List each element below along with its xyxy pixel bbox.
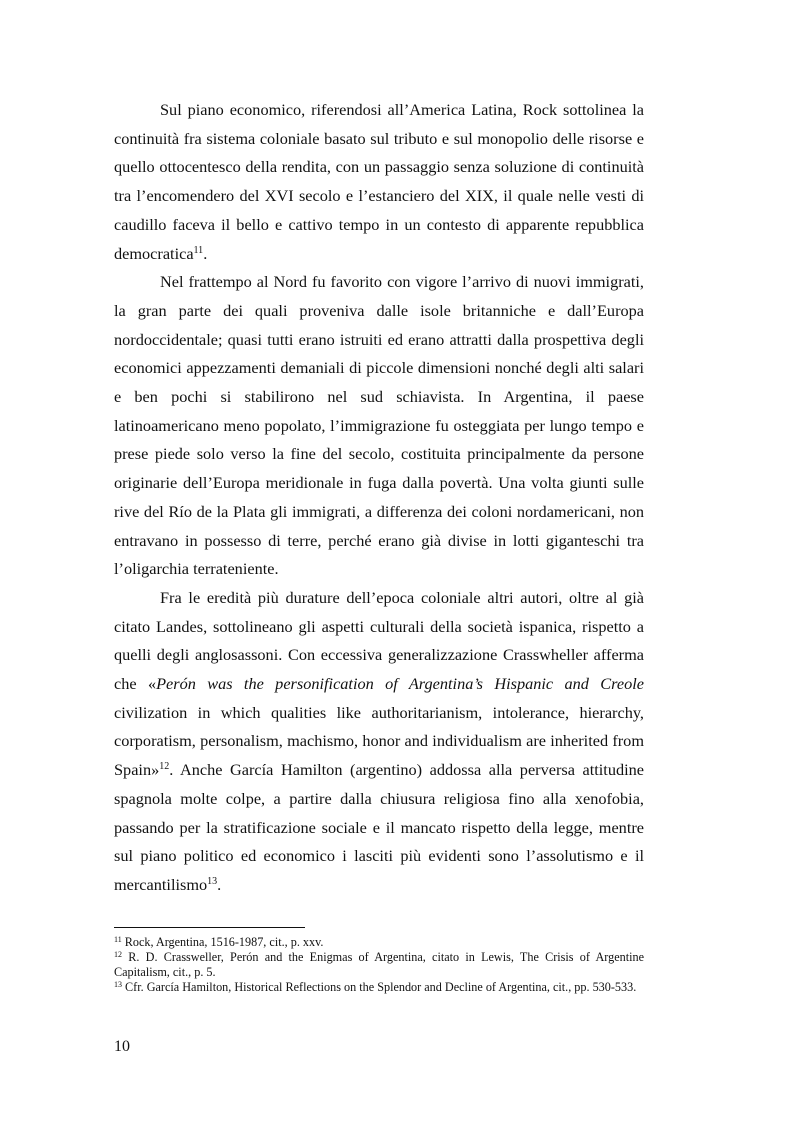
text-run: . — [217, 874, 222, 894]
paragraph-1 — [114, 96, 644, 268]
footnote-marker: 12 — [114, 950, 122, 959]
footnote-reference: 13 — [207, 875, 218, 887]
body-text — [114, 96, 644, 900]
quoted-text: Perón was the personification of Argentina’s Hispanic and Creole — [156, 674, 644, 694]
page-number: 10 — [114, 1038, 130, 1055]
paragraph-3 — [114, 584, 644, 900]
footnote-marker: 11 — [114, 935, 122, 944]
footnote-separator — [114, 927, 305, 928]
footnote-marker: 13 — [114, 980, 122, 989]
footnote-12 — [114, 950, 644, 980]
text-run: . — [203, 243, 208, 263]
footnote-text: R. D. Crassweller, Perón and the Enigmas of Argentina, citato in Lewis, The Crisis of Argentine Capitalism, cit., p. 5. — [114, 950, 644, 979]
footnote-reference: 12 — [159, 761, 170, 773]
text-run: Sul piano economico, riferendosi all’America Latina, Rock sottolinea la continuità fra sistema coloniale basato sul tributo e sul monopolio delle risorse e quello ottocentesco della rendita, con un passaggio senza soluzione di continuità tra l’encomendero del XVI secolo e l’estanciero del XIX, il quale nelle vesti di caudillo faceva il bello e cattivo tempo in un contesto di apparente repubblica democratica — [114, 100, 644, 263]
text-run: Fra le eredità più durature dell’epoca coloniale altri autori, oltre al già citato Landes, sottolineano gli aspetti culturali della società ispanica, rispetto a quelli degli anglosassoni. Con eccessiva generalizzazione Crasswheller afferma che « — [114, 587, 644, 694]
text-run: . Anche García Hamilton (argentino) addossa alla perversa attitudine spagnola molte colpe, a partire dalla chiusura religiosa fino alla xenofobia, passando per la stratificazione sociale e il mancato rispetto della legge, mentre sul piano politico ed economico i lasciti più evidenti sono l’assolutismo e il mercantilismo — [114, 760, 644, 894]
footnotes — [114, 935, 644, 995]
footnote-11 — [114, 935, 644, 950]
footnote-13 — [114, 980, 644, 995]
footnote-reference: 11 — [193, 244, 204, 256]
text-run: Nel frattempo al Nord fu favorito con vigore l’arrivo di nuovi immigrati, la gran parte dei quali proveniva dalle isole britanniche e dall’Europa nordoccidentale; quasi tutti erano istruiti ed erano attratti dalla prospettiva degli economici appezzamenti demaniali di piccole dimensioni nonché degli alti salari e ben pochi si stabilirono nel sud schiavista. In Argentina, il paese latinoamericano meno popolato, l’immigrazione fu osteggiata per lungo tempo e prese piede solo verso la fine del secolo, costituita principalmente da persone originarie dell’Europa meridionale in fuga dalla povertà. Una volta giunti sulle rive del Río de la Plata gli immigrati, a differenza dei coloni nordamericani, non entravano in possesso di terre, perché erano già divise in lotti giganteschi tra l’oligarchia terrateniente. — [114, 272, 644, 579]
paragraph-2 — [114, 268, 644, 584]
footnote-text: Cfr. García Hamilton, Historical Reflections on the Splendor and Decline of Argentina, cit., pp. 530-533. — [122, 980, 637, 994]
footnote-text: Rock, Argentina, 1516-1987, cit., p. xxv. — [121, 935, 324, 949]
text-run: civilization in which qualities like authoritarianism, intolerance, hierarchy, corporatism, personalism, machismo, honor and individualism are inherited from Spain» — [114, 702, 644, 780]
